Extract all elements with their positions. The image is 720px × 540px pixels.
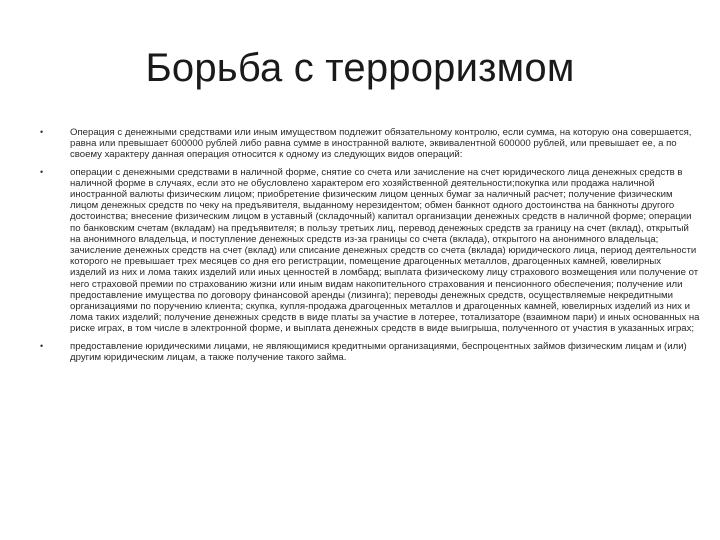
- bullet-item: [40, 341, 700, 363]
- bullet-dot-icon: •: [40, 127, 44, 137]
- bullet-item: [40, 127, 700, 161]
- slide-title: Борьба с терроризмом: [145, 46, 575, 90]
- bullet-dot-icon: •: [40, 166, 44, 177]
- bullet-text: операции с денежными средствами в наличной форме, снятие со счета или зачисление на счет юридического лица денежных средств в наличной форме в случаях, если это не обусловлено характером его хозяйственной деятельности;покупка или продажа наличной иностранной валюты физическим лицом; приобретение физическим лицом ценных бумаг за наличный расчет; получение физическим лицом денежных средств по чеку на предъявителя, выданному нерезидентом; обмен банкнот одного достоинства на банкноты другого достоинства; внесение физическим лицом в уставный (складочный) капитал организации денежных средств в наличной форме; операции по банковским счетам (вкладам) на предъявителя; в пользу третьих лиц, перевод денежных средств за границу на счет (вклад), открытый на анонимного владельца, и поступление денежных средств из-за границы со счета (вклада), открытого на анонимного владельца; зачисление денежных средств на счет (вклад) или списание денежных средств со счета (вклада) юридического лица, период деятельности которого не превышает трех месяцев со дня его регистрации, помещение драгоценных металлов, драгоценных камней, ювелирных изделий из них и лома таких изделий или иных ценностей в ломбард; выплата физическому лицу страхового возмещения или получение от него страховой премии по страхованию жизни или иным видам накопительного страхования и пенсионного обеспечения; получение или предоставление имущества по договору финансовой аренды (лизинга); переводы денежных средств, осуществляемые некредитными организациями по поручению клиента; скупка, купля-продажа драгоценных металлов и драгоценных камней, ювелирных изделий из них и лома таких изделий; получение денежных средств в виде платы за участие в лотерее, тотализаторе (взаимном пари) и иных основанных на риске играх, в том числе в электронной форме, и выплата денежных средств в виде выигрыша, полученного от участия в указанных играх;: [70, 166, 700, 335]
- bullet-item: [40, 167, 700, 335]
- bullet-list: [40, 127, 700, 369]
- bullet-text: Операция с денежными средствами или иным имуществом подлежит обязательному контролю, если сумма, на которую она совершается, равна или превышает 600000 рублей либо равна сумме в иностранной валюте, эквивалентной 600000 рублей, или превышает ее, а по своему характеру данная операция относится к одному из следующих видов операций:: [70, 127, 692, 161]
- bullet-dot-icon: •: [40, 340, 44, 351]
- bullet-text: предоставление юридическими лицами, не являющимися кредитными организациями, беспроцентных займов физическим лицам и (или) другим юридическим лицам, а также получение такого займа.: [70, 340, 687, 363]
